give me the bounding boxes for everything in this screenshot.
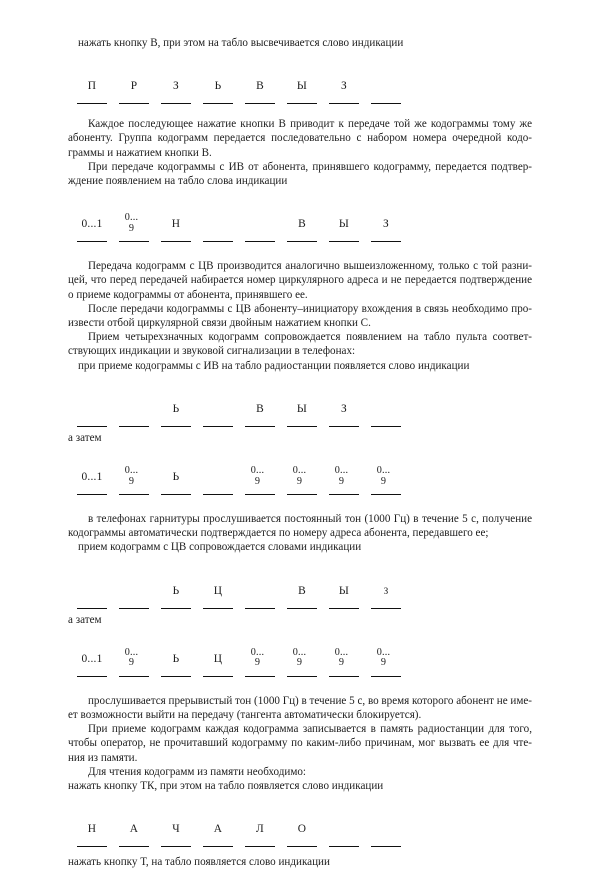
codegram-slot-value: Н xyxy=(171,218,181,231)
codegram-slot-rule xyxy=(161,608,191,609)
paragraph-after-cv: После передачи кодограммы с ЦВ абоненту–инициатору вхождения в связь необходимо про-извести отбой циркулярной связи двойным нажатием кнопки С. xyxy=(68,302,532,330)
paragraph-each-press: Каждое последующее нажатие кнопки В приводит к передаче той же кодограммы тому же абоненту. Группа кодограмм передается последовательно с набором номера очередной кодо-граммы и нажатием кнопки В. xyxy=(68,118,532,159)
codegram-slot xyxy=(119,449,149,495)
codegram-slot xyxy=(287,381,317,427)
codegram-slot-value-stacked xyxy=(329,648,359,669)
codegram-slot-value-stacked xyxy=(245,648,275,669)
codegram-slot-value: П xyxy=(87,80,97,93)
codegram-range-bottom: 9 xyxy=(338,657,345,669)
codegram-range-bottom: 9 xyxy=(380,475,387,487)
codegram-slot xyxy=(245,58,275,104)
paragraph-press-t: нажать кнопку Т, на табло появляется слово индикации xyxy=(68,856,330,869)
codegram-slot-value-stacked xyxy=(371,466,401,487)
codegram-01-09-n-vyz xyxy=(68,196,468,246)
codegram-slot-value: О xyxy=(297,823,307,836)
codegram-range-top: 0... xyxy=(250,465,265,477)
codegram-range-top: 0... xyxy=(292,646,307,658)
codegram-slot xyxy=(329,631,359,677)
codegram-slot xyxy=(329,801,359,847)
codegram-slot xyxy=(119,563,149,609)
codegram-slot xyxy=(77,631,107,677)
codegram-range-top: 0... xyxy=(124,646,139,658)
paragraph-receive-cv: прием кодограмм с ЦВ сопровождается словами индикации xyxy=(78,541,362,554)
codegram-slot xyxy=(77,801,107,847)
paragraph-headset-tone: в телефонах гарнитуры прослушивается постоянный тон (1000 Гц) в течение 5 с, получение кодограммы автоматически подтверждается по номеру адреса абонента, передавшего ее; xyxy=(68,513,532,540)
codegram-slot xyxy=(203,196,233,242)
paragraph-intermittent-tone: прослушивается прерывистый тон (1000 Гц) в течение 5 с, во время которого абонент не име-ет возможности выйти на передачу (тангента автоматически блокируется). xyxy=(68,694,532,722)
codegram-soft-c-vyz xyxy=(68,563,468,609)
codegram-range-bottom: 9 xyxy=(338,475,345,487)
codegram-slot-value: Ы xyxy=(296,402,308,415)
codegram-slot-value-stacked xyxy=(245,466,275,487)
codegram-range-bottom: 9 xyxy=(296,475,303,487)
codegram-soft-vyz xyxy=(68,381,468,427)
codegram-slot-value: З xyxy=(383,218,389,231)
codegram-slot xyxy=(287,449,317,495)
codegram-slot-rule xyxy=(77,608,107,609)
codegram-slot-rule xyxy=(245,103,275,104)
codegram-range-top: 0... xyxy=(250,646,265,658)
codegram-slot-value: Н xyxy=(87,823,97,836)
codegram-slot xyxy=(77,58,107,104)
codegram-slot-rule xyxy=(245,426,275,427)
codegram-slot xyxy=(245,801,275,847)
codegram-slot-rule xyxy=(119,103,149,104)
codegram-slot-value-stacked xyxy=(119,466,149,487)
codegram-slot-rule xyxy=(77,494,107,495)
codegram-slot-rule xyxy=(287,676,317,677)
codegram-slot-rule xyxy=(77,241,107,242)
codegram-slot-value: В xyxy=(256,402,264,415)
paragraph-on-receive-iv: при приеме кодограммы с ИВ на табло радиостанции появляется слово индикации xyxy=(78,359,470,372)
codegram-then-1 xyxy=(68,449,468,499)
codegram-slot-value: Л xyxy=(256,823,264,836)
codegram-slot-value: З xyxy=(341,402,347,415)
paragraph-press-b: нажать кнопку В, при этом на табло высвечивается слово индикации xyxy=(78,37,404,49)
paragraph-press-tk: нажать кнопку ТК, при этом на табло появляется слово индикации xyxy=(68,780,384,793)
codegram-slot xyxy=(329,58,359,104)
label-then-1: а затем xyxy=(68,431,102,444)
codegram-slot-rule xyxy=(329,103,359,104)
codegram-slot xyxy=(161,563,191,609)
codegram-slot xyxy=(161,801,191,847)
codegram-slot-rule xyxy=(77,103,107,104)
codegram-slot-rule xyxy=(287,426,317,427)
codegram-range-top: 0... xyxy=(124,212,139,224)
codegram-slot-rule xyxy=(329,676,359,677)
codegram-slot-rule xyxy=(371,241,401,242)
codegram-slot xyxy=(245,196,275,242)
codegram-slot xyxy=(119,631,149,677)
codegram-range-bottom: 9 xyxy=(128,657,135,669)
codegram-slot-rule xyxy=(119,608,149,609)
codegram-slot-value: 0...1 xyxy=(81,471,103,484)
codegram-slot xyxy=(77,196,107,242)
codegram-slot xyxy=(245,563,275,609)
codegram-slot xyxy=(287,196,317,242)
codegram-slot-rule xyxy=(161,846,191,847)
codegram-slot xyxy=(371,196,401,242)
page-content xyxy=(68,36,532,869)
codegram-slot-value: Ц xyxy=(213,652,223,665)
codegram-slot-rule xyxy=(329,494,359,495)
label-then-2: а затем xyxy=(68,613,102,626)
paragraph-memory-write: При приеме кодограмм каждая кодограмма записывается в память радиостанции для того, чтобы оператор, не прочитавший кодограмму по каким-либо причинам, мог вызвать ее для чте-ния из памяти. xyxy=(68,723,532,764)
codegram-slot xyxy=(203,381,233,427)
codegram-slot-value: Ч xyxy=(172,823,180,836)
codegram-slot xyxy=(77,563,107,609)
codegram-slot xyxy=(161,196,191,242)
codegram-slot xyxy=(371,563,401,609)
codegram-slot-rule xyxy=(371,608,401,609)
codegram-range-top: 0... xyxy=(334,465,349,477)
codegram-slot-value: 0...1 xyxy=(81,218,103,231)
codegram-slot-rule xyxy=(77,846,107,847)
codegram-slot-rule xyxy=(119,241,149,242)
codegram-slot xyxy=(119,196,149,242)
codegram-slot-rule xyxy=(245,608,275,609)
codegram-slot xyxy=(161,381,191,427)
codegram-slot xyxy=(203,58,233,104)
codegram-slot-rule xyxy=(371,426,401,427)
codegram-slot-value: Ы xyxy=(338,218,350,231)
codegram-slot xyxy=(287,563,317,609)
codegram-slot-value: Ь xyxy=(172,652,180,665)
codegram-slot xyxy=(329,449,359,495)
codegram-slot-value-stacked xyxy=(371,648,401,669)
codegram-slot-value-stacked xyxy=(329,466,359,487)
codegram-range-top: 0... xyxy=(124,465,139,477)
codegram-slot-value: Ц xyxy=(213,584,223,597)
codegram-slot-rule xyxy=(203,426,233,427)
codegram-slot-rule xyxy=(77,426,107,427)
codegram-slot xyxy=(371,381,401,427)
codegram-range-bottom: 9 xyxy=(254,475,261,487)
codegram-slot xyxy=(203,449,233,495)
codegram-range-bottom: 9 xyxy=(128,222,135,234)
codegram-nachalo xyxy=(68,801,468,847)
codegram-slot xyxy=(287,801,317,847)
codegram-slot xyxy=(119,58,149,104)
codegram-slot xyxy=(245,449,275,495)
codegram-slot-rule xyxy=(119,494,149,495)
codegram-slot-rule xyxy=(161,494,191,495)
codegram-slot xyxy=(119,381,149,427)
codegram-slot-rule xyxy=(77,676,107,677)
codegram-slot-rule xyxy=(287,103,317,104)
codegram-przvyz xyxy=(68,58,468,104)
codegram-slot-value: В xyxy=(298,218,306,231)
codegram-slot xyxy=(371,58,401,104)
codegram-slot-value: З xyxy=(383,585,389,596)
codegram-slot xyxy=(329,563,359,609)
codegram-range-bottom: 9 xyxy=(380,657,387,669)
codegram-slot-rule xyxy=(329,846,359,847)
codegram-slot xyxy=(371,631,401,677)
codegram-slot-value: А xyxy=(129,823,139,836)
codegram-slot-rule xyxy=(203,846,233,847)
codegram-slot-value: Ы xyxy=(296,80,308,93)
codegram-slot xyxy=(161,449,191,495)
codegram-slot-rule xyxy=(245,494,275,495)
codegram-slot-rule xyxy=(329,608,359,609)
codegram-slot-value: З xyxy=(341,80,347,93)
codegram-slot-rule xyxy=(245,241,275,242)
codegram-slot-rule xyxy=(161,103,191,104)
codegram-slot-rule xyxy=(119,426,149,427)
codegram-slot-rule xyxy=(245,676,275,677)
codegram-slot-rule xyxy=(245,846,275,847)
codegram-slot-rule xyxy=(161,676,191,677)
codegram-slot-rule xyxy=(203,676,233,677)
codegram-slot-value: Ь xyxy=(172,584,180,597)
codegram-slot-rule xyxy=(203,241,233,242)
codegram-slot xyxy=(203,631,233,677)
codegram-slot-rule xyxy=(161,241,191,242)
codegram-slot xyxy=(371,801,401,847)
codegram-slot-value: Р xyxy=(130,80,138,93)
paragraph-four-digit: Прием четырехзначных кодограмм сопровождается появлением на табло пульта соответ-ствующих индикации и звуковой сигнализации в телефонах: xyxy=(68,331,532,358)
paragraph-memory-read: Для чтения кодограмм из памяти необходимо: xyxy=(88,765,307,778)
codegram-range-bottom: 9 xyxy=(254,657,261,669)
codegram-range-bottom: 9 xyxy=(128,475,135,487)
codegram-slot-rule xyxy=(287,241,317,242)
codegram-slot xyxy=(245,631,275,677)
codegram-slot-rule xyxy=(287,494,317,495)
codegram-slot-rule xyxy=(203,608,233,609)
codegram-slot-value: В xyxy=(256,80,264,93)
codegram-slot-rule xyxy=(329,241,359,242)
codegram-then-2 xyxy=(68,631,468,681)
codegram-slot-rule xyxy=(287,846,317,847)
codegram-slot xyxy=(203,563,233,609)
codegram-slot xyxy=(371,449,401,495)
codegram-slot-value: Ь xyxy=(214,80,222,93)
codegram-slot-value: Ы xyxy=(338,584,350,597)
codegram-range-top: 0... xyxy=(376,646,391,658)
codegram-slot-rule xyxy=(161,426,191,427)
codegram-slot-value-stacked xyxy=(119,213,149,234)
codegram-range-top: 0... xyxy=(376,465,391,477)
codegram-range-top: 0... xyxy=(334,646,349,658)
codegram-slot-rule xyxy=(203,494,233,495)
codegram-slot-rule xyxy=(119,846,149,847)
codegram-slot-value: В xyxy=(298,584,306,597)
codegram-slot-value: А xyxy=(213,823,223,836)
codegram-slot xyxy=(161,58,191,104)
codegram-slot xyxy=(287,58,317,104)
paragraph-transfer-iv: При передаче кодограммы с ИВ от абонента, принявшего кодограмму, передается подтвер-ждение появлением на табло слова индикации xyxy=(68,160,532,188)
paragraph-cv-transfer: Передача кодограмм с ЦВ производится аналогично вышеизложенному, только с той разни-цей, что перед передачей набирается номер циркулярного адреса и не передается подтверждение о приеме кодограммы от абонента, принявшего ее. xyxy=(68,260,532,301)
codegram-range-bottom: 9 xyxy=(296,657,303,669)
codegram-slot-value-stacked xyxy=(287,648,317,669)
codegram-slot xyxy=(77,449,107,495)
codegram-slot xyxy=(203,801,233,847)
codegram-slot-value: Ь xyxy=(172,402,180,415)
codegram-slot-rule xyxy=(371,846,401,847)
codegram-slot xyxy=(287,631,317,677)
codegram-slot-value: 0...1 xyxy=(81,652,103,665)
codegram-slot-value-stacked xyxy=(287,466,317,487)
codegram-slot xyxy=(119,801,149,847)
codegram-slot xyxy=(329,196,359,242)
codegram-slot-value-stacked xyxy=(119,648,149,669)
codegram-range-top: 0... xyxy=(292,465,307,477)
codegram-slot-rule xyxy=(371,676,401,677)
codegram-slot xyxy=(329,381,359,427)
codegram-slot-rule xyxy=(119,676,149,677)
codegram-slot-rule xyxy=(203,103,233,104)
codegram-slot-rule xyxy=(329,426,359,427)
codegram-slot-value: Ь xyxy=(172,471,180,484)
codegram-slot-rule xyxy=(287,608,317,609)
codegram-slot xyxy=(161,631,191,677)
codegram-slot-rule xyxy=(371,494,401,495)
codegram-slot-value: З xyxy=(173,80,179,93)
codegram-slot-rule xyxy=(371,103,401,104)
codegram-slot xyxy=(245,381,275,427)
codegram-slot xyxy=(77,381,107,427)
